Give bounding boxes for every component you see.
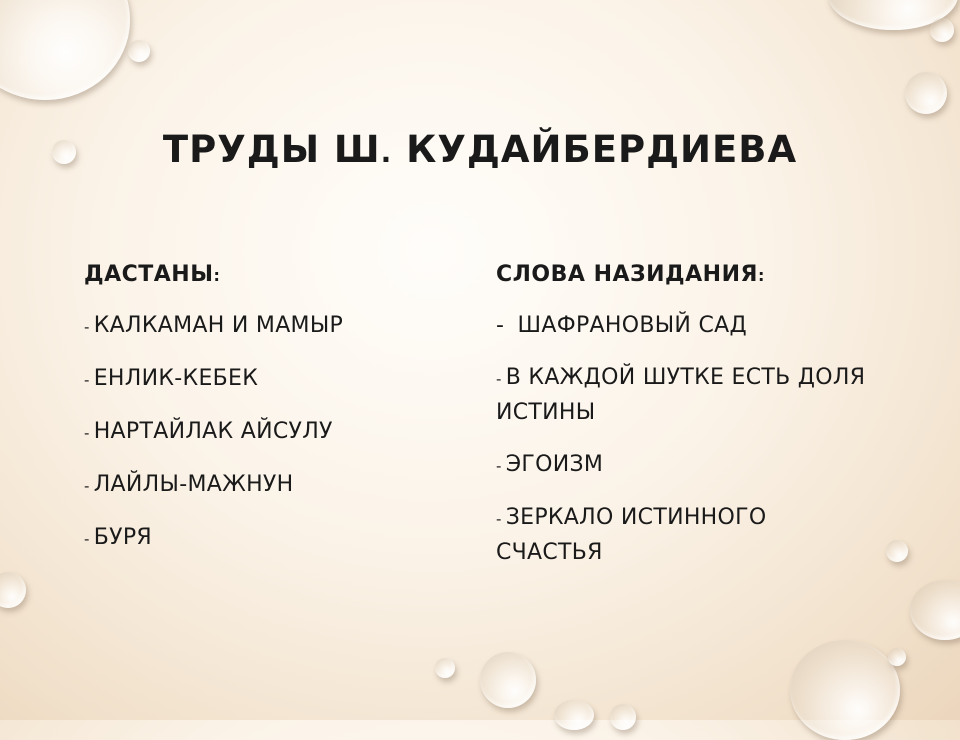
title-rest: КУДАЙБЕРДИЕВА xyxy=(392,128,798,171)
list-item: - ЛАЙЛЫ-МАЖНУН xyxy=(84,472,294,497)
water-drop-decoration xyxy=(610,704,636,730)
dastany-column xyxy=(84,262,444,574)
list-item: - ЭГОИЗМ xyxy=(496,452,604,477)
slide-title xyxy=(0,128,960,171)
list-item: - В КАЖДОЙ ШУТКЕ ЕСТЬ ДОЛЯ ИСТИНЫ xyxy=(496,365,866,425)
water-drop-decoration xyxy=(0,572,26,608)
water-drop-decoration xyxy=(128,40,150,62)
title-main: ТРУДЫ Ш xyxy=(162,128,381,171)
water-drop-decoration xyxy=(886,540,908,562)
water-drop-decoration xyxy=(480,652,536,708)
list-item: - ШАФРАНОВЫЙ САД xyxy=(496,313,747,338)
list-item: - КАЛКАМАН И МАМЫР xyxy=(84,313,344,338)
water-drop-decoration xyxy=(888,648,906,666)
water-drop-decoration xyxy=(790,640,900,740)
water-drop-decoration xyxy=(0,0,130,100)
water-drop-decoration xyxy=(554,700,594,730)
list-item: - ЕНЛИК-КЕБЕК xyxy=(84,366,259,391)
list-item: - НАРТАЙЛАК АЙСУЛУ xyxy=(84,419,333,444)
slova-heading: СЛОВА НАЗИДАНИЯ: xyxy=(496,262,765,287)
slova-column xyxy=(496,262,876,588)
dastany-heading: ДАСТАНЫ: xyxy=(84,262,221,287)
list-item: - БУРЯ xyxy=(84,525,152,550)
water-drop-decoration xyxy=(930,18,954,42)
water-drop-decoration xyxy=(435,658,455,678)
list-item: - ЗЕРКАЛО ИСТИННОГО СЧАСТЬЯ xyxy=(496,505,767,565)
title-dot: . xyxy=(380,136,393,169)
water-drop-decoration xyxy=(905,72,947,114)
water-drop-decoration xyxy=(910,580,960,640)
